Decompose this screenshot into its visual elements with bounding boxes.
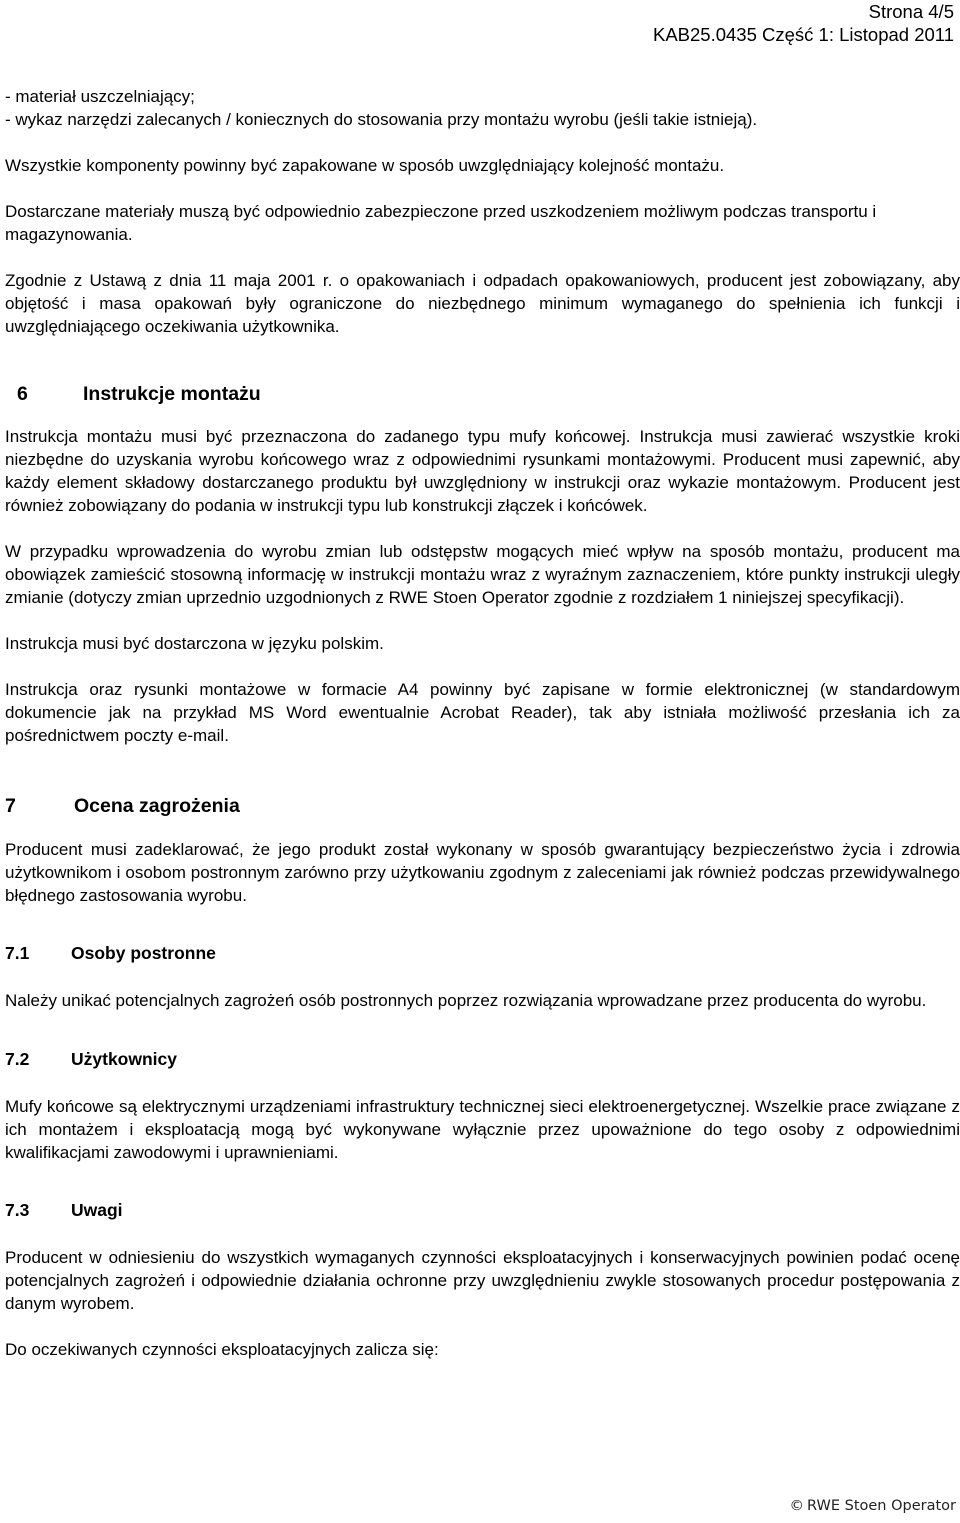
paragraph: Producent musi zadeklarować, że jego produkt został wykonany w sposób gwarantujący bezpieczeństwo życia i zdrowia użytkownikom i osobom postronnym zarówno przy użytkowaniu zgodnym z zaleceniami jak również podczas przewidywalnego błędnego zastosowania wyrobu. (5, 840, 960, 905)
paragraph: Instrukcja musi być dostarczona w języku polskim. (5, 634, 384, 653)
section-title: Instrukcje montażu (83, 383, 261, 405)
paragraph: Mufy końcowe są elektrycznymi urządzeniami infrastruktury technicznej sieci elektroenergetycznej. Wszelkie prace związane z ich montażem i eksploatacją mogą być wykonywane wyłącznie przez upoważnione do tego osoby z odpowiednimi kwalifikacjami zawodowymi i uprawnieniami. (5, 1097, 960, 1162)
paragraph: Dostarczane materiały muszą być odpowiednio zabezpieczone przed uszkodzeniem możliwym podczas transportu i magazynowania. (5, 202, 877, 244)
copyright-symbol: © (789, 1498, 805, 1514)
list-item: - wykaz narzędzi zalecanych / koniecznych do stosowania przy montażu wyrobu (jeśli takie istnieją). (5, 110, 758, 129)
paragraph: Wszystkie komponenty powinny być zapakowane w sposób uwzględniający kolejność montażu. (5, 156, 725, 175)
company-name: RWE Stoen Operator (807, 1498, 956, 1514)
page-header (653, 0, 954, 46)
subsection-title: Użytkownicy (71, 1049, 177, 1069)
subsection-title: Uwagi (71, 1200, 123, 1220)
paragraph: W przypadku wprowadzenia do wyrobu zmian lub odstępstw mogących mieć wpływ na sposób montażu, producent ma obowiązek zamieścić stosowną informację w instrukcji montażu wraz z wyraźnym zaznaczeniem, które punkty instrukcji uległy zmianie (dotyczy zmian uprzednio uzgodnionych z RWE Stoen Operator zgodnie z rozdziałem 1 niniejszej specyfikacji). (5, 542, 960, 607)
subsection-number: 7.3 (5, 1200, 30, 1220)
section-number: 6 (17, 383, 28, 405)
subsection-title: Osoby postronne (71, 943, 216, 963)
document-body (5, 85, 960, 1361)
paragraph: Zgodnie z Ustawą z dnia 11 maja 2001 r. o opakowaniach i odpadach opakowaniowych, producent jest zobowiązany, aby objętość i masa opakowań były ograniczone do niezbędnego minimum wymaganego do spełnienia ich funkcji i uwzględniającego oczekiwania użytkownika. (5, 271, 960, 336)
document-reference: KAB25.0435 Część 1: Listopad 2011 (652, 24, 954, 45)
paragraph: Instrukcja montażu musi być przeznaczona do zadanego typu mufy końcowej. Instrukcja musi zawierać wszystkie kroki niezbędne do uzyskania wyrobu końcowego wraz z odpowiednimi rysunkami montażowymi. Producent musi zapewnić, aby każdy element składowy dostarczanego produktu był uwzględniony w instrukcji oraz wykazie montażowym. Producent jest również zobowiązany do podania w instrukcji typu lub konstrukcji złączek i końcówek. (5, 427, 960, 515)
subsection-heading (5, 1048, 960, 1071)
paragraph: Producent w odniesieniu do wszystkich wymaganych czynności eksploatacyjnych i konserwacyjnych powinien podać ocenę potencjalnych zagrożeń i odpowiednie działania ochronne przy uwzględnieniu zwykle stosowanych procedur postępowania z danym wyrobem. (5, 1248, 960, 1313)
page-number: Strona 4/5 (868, 1, 954, 22)
page-footer (790, 1496, 956, 1516)
paragraph: Instrukcja oraz rysunki montażowe w formacie A4 powinny być zapisane w formie elektronicznej (w standardowym dokumencie jak na przykład MS Word ewentualnie Acrobat Reader), tak aby istniała możliwość przesłania ich za pośrednictwem poczty e-mail. (5, 680, 960, 745)
section-number: 7 (5, 795, 16, 817)
paragraph: Do oczekiwanych czynności eksploatacyjnych zalicza się: (5, 1340, 439, 1359)
section-title: Ocena zagrożenia (74, 795, 240, 817)
subsection-number: 7.1 (5, 943, 30, 963)
subsection-heading (5, 1199, 960, 1222)
subsection-heading (5, 942, 960, 965)
list-item: - materiał uszczelniający; (5, 87, 195, 106)
section-heading (17, 382, 960, 406)
section-heading (5, 794, 960, 818)
subsection-number: 7.2 (5, 1049, 30, 1069)
paragraph: Należy unikać potencjalnych zagrożeń osób postronnych poprzez rozwiązania wprowadzane przez producenta do wyrobu. (5, 991, 927, 1010)
